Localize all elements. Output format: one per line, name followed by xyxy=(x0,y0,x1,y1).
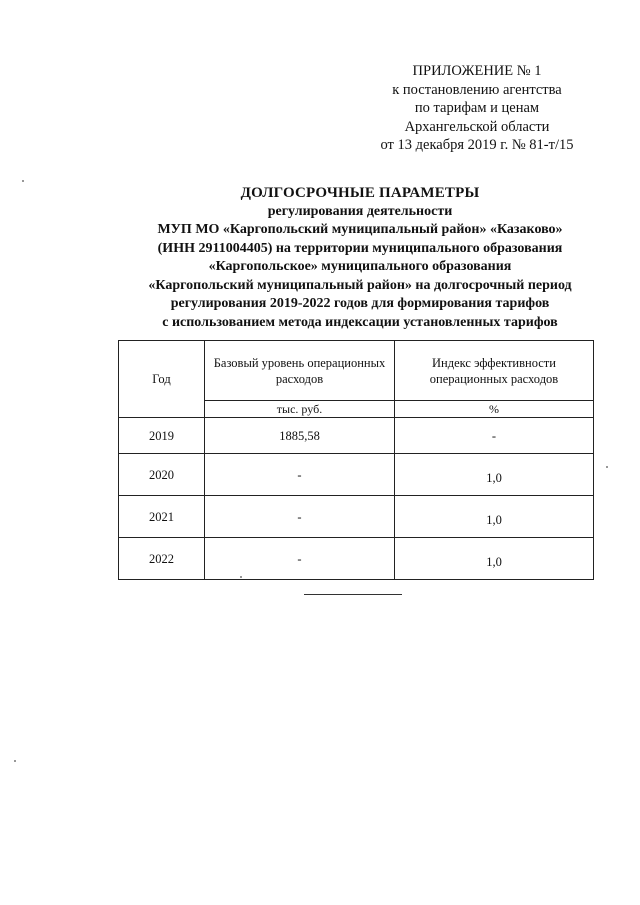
appendix-date-line: от 13 декабря 2019 г. № 81-т/15 xyxy=(380,137,574,153)
heading-line: с использованием метода индексации установленных тарифов xyxy=(162,314,558,330)
cell-index: 1,0 xyxy=(395,496,594,538)
heading-line: «Каргопольский муниципальный район» на долгосрочный период xyxy=(148,277,572,293)
cell-base: - xyxy=(205,496,395,538)
table-row xyxy=(119,418,594,454)
appendix-block xyxy=(362,62,592,155)
appendix-line: к постановлению агентства xyxy=(392,81,562,98)
unit-index: % xyxy=(395,401,594,418)
cell-year: 2020 xyxy=(119,454,205,496)
closing-divider xyxy=(304,594,402,595)
scan-speck xyxy=(22,180,24,182)
appendix-line: по тарифам и ценам xyxy=(414,100,540,116)
document-heading xyxy=(100,184,620,332)
cell-index: 1,0 xyxy=(395,538,594,580)
heading-line: регулирования деятельности xyxy=(267,203,453,219)
heading-line: (ИНН 2911004405) на территории муниципального образования xyxy=(157,240,563,256)
appendix-title: ПРИЛОЖЕНИЕ № 1 xyxy=(412,63,542,79)
unit-base: тыс. руб. xyxy=(205,401,395,418)
header-base-level: Базовый уровень операционных расходов xyxy=(205,341,395,401)
cell-index: 1,0 xyxy=(395,454,594,496)
table-row xyxy=(119,496,594,538)
appendix-line: Архангельской области xyxy=(404,118,550,135)
scan-speck xyxy=(14,760,16,762)
cell-base: - xyxy=(205,538,395,580)
document-title: ДОЛГОСРОЧНЫЕ ПАРАМЕТРЫ xyxy=(240,185,480,201)
cell-index: - xyxy=(395,418,594,454)
cell-year: 2021 xyxy=(119,496,205,538)
table-row xyxy=(119,454,594,496)
scan-speck xyxy=(240,576,242,578)
scan-speck xyxy=(606,466,608,468)
table-row xyxy=(119,538,594,580)
cell-base: - xyxy=(205,454,395,496)
header-efficiency-index: Индекс эффективности операционных расходов xyxy=(395,341,594,401)
cell-year: 2022 xyxy=(119,538,205,580)
heading-line: МУП МО «Каргопольский муниципальный район» «Казаково» xyxy=(157,222,563,237)
header-year: Год xyxy=(119,341,205,418)
parameters-table xyxy=(118,340,594,580)
table-header-row xyxy=(119,341,594,401)
heading-line: «Каргопольское» муниципального образования xyxy=(208,259,512,274)
heading-line: регулирования 2019-2022 годов для формирования тарифов xyxy=(170,296,550,311)
cell-base: 1885,58 xyxy=(205,418,395,454)
cell-year: 2019 xyxy=(119,418,205,454)
